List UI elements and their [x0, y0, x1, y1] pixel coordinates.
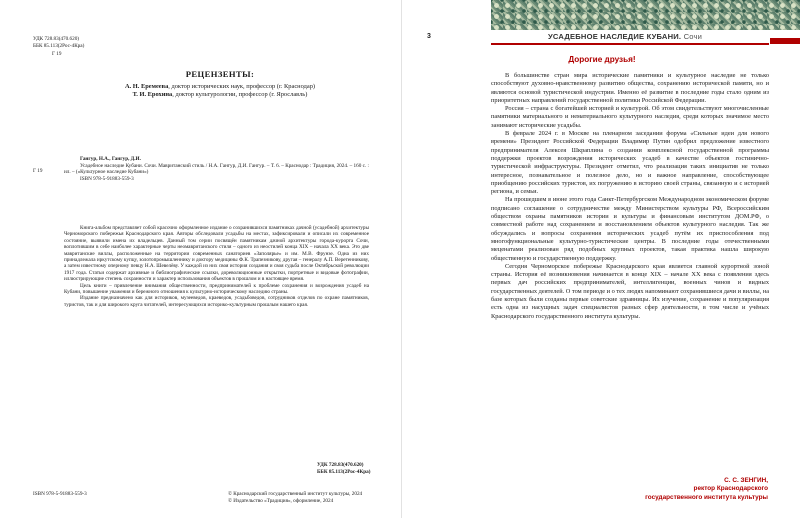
header-city: Сочи: [683, 32, 703, 41]
header-series-title: УСАДЕБНОЕ НАСЛЕДИЕ КУБАНИ.: [548, 32, 682, 41]
foreword-paragraph: Сегодня Черноморское побережье Краснодарского края является главной курортной зоной страны. История её возникновения начинается в конце XIX – начале XX века с появления здесь первых дач российских предпринимателей, интеллигенции, военных чинов и видных государственных деятелей. О том периоде и о тех людях напоминают сохранившиеся дачи и виллы, на базе которых были созданы первые советские здравницы. Их изучение, сохранение и популяризация есть одна из насущных задач специалистов разных сфер деятельности, в том числе и учёных Краснодарского государственного института культуры.: [491, 262, 770, 320]
abstract-paragraph: Книга-альбом представляет собой красочно оформленное издание о сохранившихся памятниках дачной (усадебной) архитектуры Черноморского побережья Краснодарского края. Авторы обследовали усадьбы на местах, зафиксировали и описали их современное состояние, выявили имена их владельцев. Данный том серии посвящён памятникам дачной архитектуры города-курорта Сочи, воплотившим в себе наиболее характерные черты неомавританского стиля – одного из неостилей конца XIX – начала XX века. Это две мавританские виллы, расположенные на территории современных санаториев «Заполярье» и им. М.В. Фрунзе. Одна из них принадлежала иркутскому купцу, золотопромышленнику и доктору медицины Ф.К. Трапезникову, другая – генералу А.П. Веретенникову, а затем известному оперному певцу Н.А. Шевелёву. У каждой из них своя история создания и своя судьба после Октябрьской революции 1917 года. Статьи содержат архивные и библиографические ссылки, дореволюционные открытки, портретные и видовые фотографии, иллюстрирующие степень сохранности и характер использования объектов в прошлом и в настоящее время.: [64, 225, 369, 283]
signature-block: [645, 477, 768, 502]
copyright-block: [228, 491, 362, 504]
running-header: [548, 32, 702, 41]
bbk-top: ББК 85.113(2Рос-4Кра): [33, 43, 85, 49]
biblio-isbn: ISBN 978-5-91883-559-3: [80, 175, 134, 182]
foreword-paragraph: Россия – страна с богатейшей историей и культурой. Об этом свидетельствуют многочисленные памятники материального и нематериального культурного наследия, среди которых значимое место занимают исторические усадьбы.: [491, 105, 769, 129]
bbk-bottom: ББК 85.113(2Рос-4Кра): [317, 468, 371, 475]
foreword-paragraph: На прошедшем в июне этого года Санкт-Петербургском Международном экономическом форуме подписано соглашение о сотрудничестве между Министерством культуры РФ, Всероссийским обществом охраны памятников истории и культуры и финансовым институтом ДОМ.РФ, о совместной работе над сохранением и восстановлением объектов культурного наследия. Так же обсуждались и вопросы сохранения исторических усадеб путём их приспособления под многофункциональные культурно-туристические центры. В последние годы отечественными меценатами реализован ряд подобных крупных проектов, такая практика нашла широкую общественную и государственную поддержку.: [491, 196, 769, 262]
copyright-institute: © Краснодарский государственный институт культуры, 2024: [228, 491, 363, 497]
signature-title-line1: ректор Краснодарского: [693, 485, 768, 493]
reviewers-title: РЕЦЕНЗЕНТЫ:: [185, 69, 255, 79]
authors: Гангур, Н.А., Гангур, Д.И.: [80, 156, 141, 162]
udk-top: УДК 728.83(470.620): [33, 36, 80, 42]
udk-bottom: УДК 728.83(470.620): [317, 462, 364, 468]
copyright-publisher: © Издательство «Традиция», оформление, 2024: [228, 497, 334, 504]
page-number: 3: [427, 33, 431, 40]
reviewers-list: [70, 83, 370, 100]
signature-name: С. С. ЗЕНГИН,: [724, 477, 768, 484]
right-page-foreword: [402, 0, 800, 518]
abstract-paragraph: Цель книги – привлечение внимания общественности, предпринимателей к проблеме сохранения и возрождения усадеб на Кубани, повышение уважения и бережного отношения к культурно-историческому наследию страны.: [64, 282, 369, 296]
foreword-paragraph: В феврале 2024 г. в Москве на пленарном заседании форума «Сильные идеи для нового времени» Президент Российской Федерации Владимир Путин одобрил предложение известного предпринимателя Алексея Шкраплина о создании комплексной государственной программы поддержки проектов возрождения исторических усадеб в качестве объектов гостинично-туристической инфраструктуры. Президент отметил, что реализация таких инициатив не только интересное, познавательное и полезное дело, но и важное направление, способствующее приобщению российских туристов, их погружению в историю своей страны, связанную и с историей региона, и семьи.: [491, 130, 769, 196]
header-red-marker: [770, 38, 800, 44]
signature-title-line2: государственного института культуры: [645, 493, 768, 501]
reviewer-1: А. Н. Еремеева, доктор исторических наук, профессор (г. Краснодар): [124, 83, 316, 90]
classification-bottom: [317, 462, 370, 475]
abstract-paragraph: Издание предназначено как для историков, музееведов, краеведов, усадьбоведов, сотрудников отделов по охране памятников, туристов, так и для широкого круга читателей, интересующихся историко-культурным прошлым нашего края.: [64, 295, 369, 308]
g-code-side: Г 19: [33, 168, 43, 174]
bibliographic-record: [64, 156, 369, 182]
foreword-body: [491, 72, 769, 321]
header-rule: [491, 43, 769, 45]
isbn-bottom: ISBN 978-5-91883-559-3: [33, 491, 87, 497]
greeting-heading: Дорогие друзья!: [568, 55, 636, 64]
book-abstract: [64, 225, 369, 308]
reviewer-2: Т. И. Ерохина, доктор культурологии, профессор (г. Ярославль): [132, 91, 308, 99]
ornament-banner-image: [491, 0, 800, 30]
biblio-description: Усадебное наследие Кубани. Сочи. Мавританский стиль / Н.А. Гангур, Д.И. Гангур. – Т. 6. – Краснодар : Традиция, 2024. – 160 с. : ил. – («Культурное наследие Кубани»): [64, 162, 369, 176]
g-code-top: Г 19: [52, 51, 62, 57]
foreword-paragraph: В большинстве стран мира исторические памятники и культурное наследие не только способствуют духовно-нравственному развитию общества, сохранению исторической памяти, но и являются основой туристической индустрии. Именно её развитие в последние годы стало одним из приоритетных направлений государственной политики Российской Федерации.: [491, 72, 769, 104]
